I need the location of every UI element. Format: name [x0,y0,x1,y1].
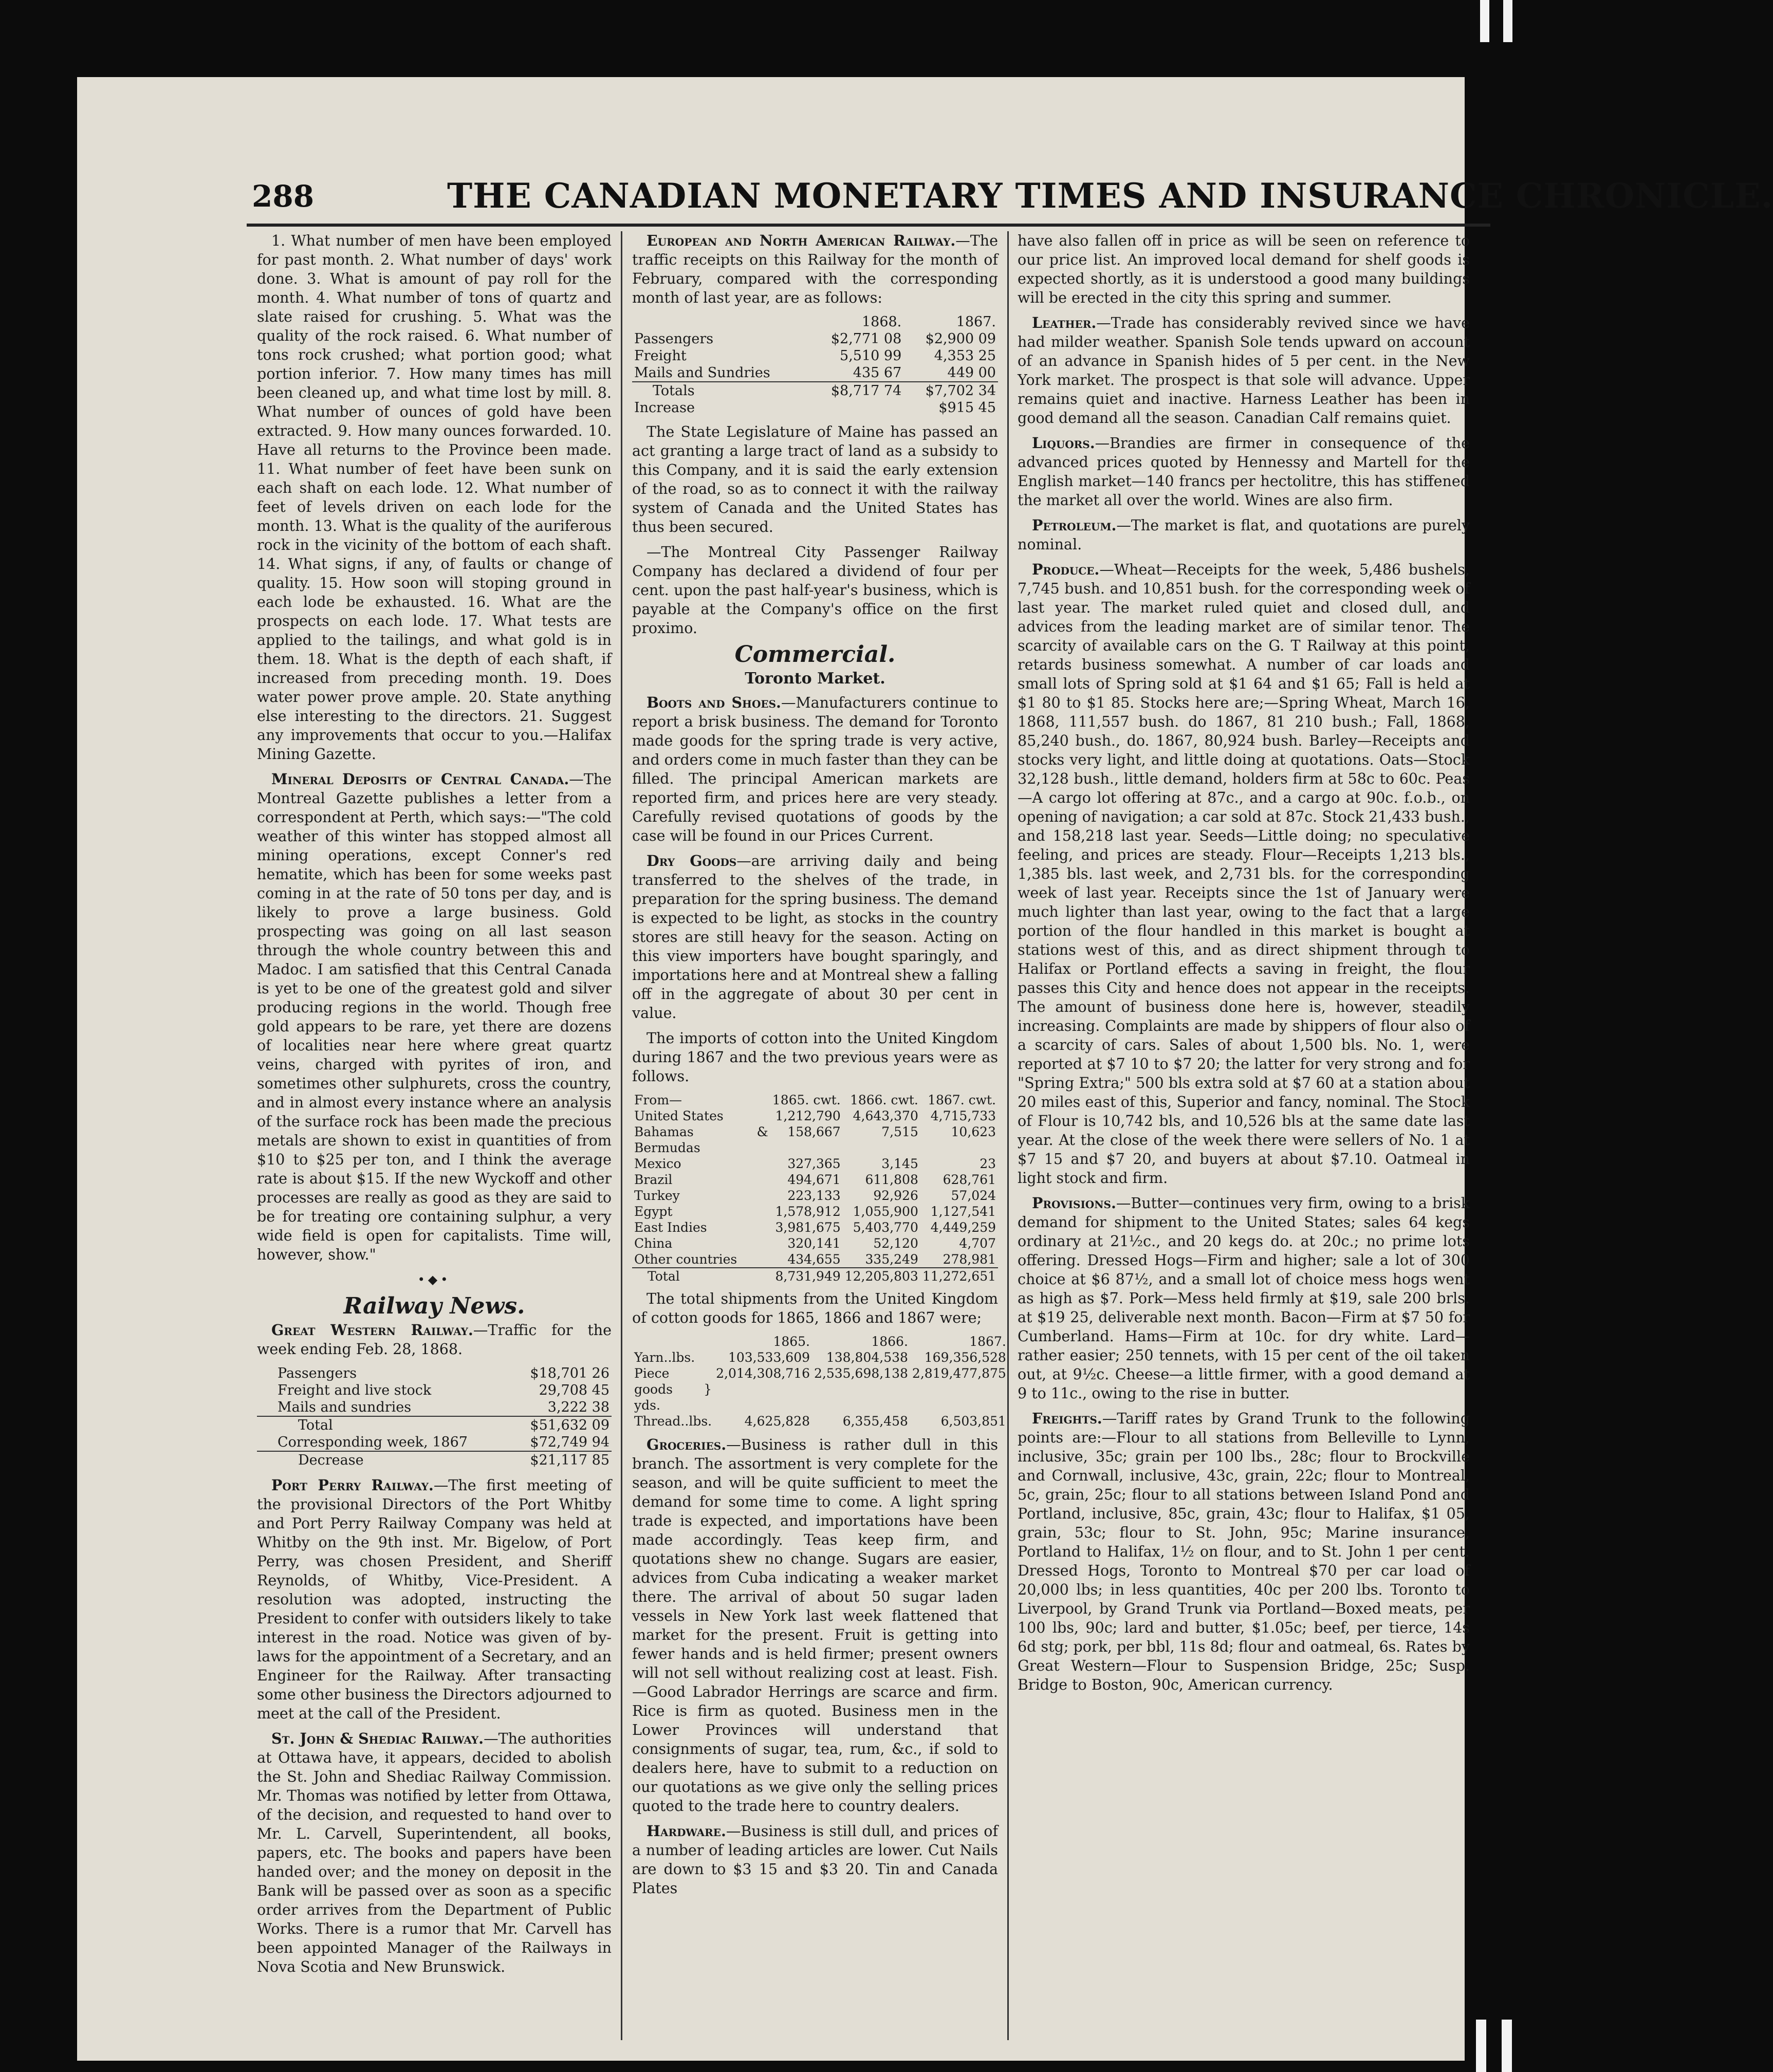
table-cell: 3,981,675 [775,1220,841,1235]
table-cell: 1867. cwt. [928,1093,996,1107]
ornament-divider: •◆• [417,1272,451,1287]
st-john-shediac-lead: St. John & Shediac Railway. [271,1730,484,1747]
hardware-continued: have also fallen off in price as will be seen on reference to our price list. An improved local demand for shelf goods is expected shortly, as it is understood a good many buildings will be erected in the city this spring and summer. [1018,232,1470,306]
table-row [632,1156,998,1172]
table-cell: 435 67 [853,365,902,381]
leather-text: —Trade has considerably revived since we have had milder weather. Spanish Sole tends upward on account of an advance in Spanish hides of 5 per cent. in the New York market. The prospect is that sole will advance. Upper remains quiet and inactive. Harness Leather has been in good demand all the season. Canadian Calf remains quiet. [1018,314,1470,427]
table-row [632,1219,998,1235]
produce-article [1018,560,1470,1188]
table-cell: United States [634,1108,724,1123]
table-cell: 4,707 [959,1236,996,1251]
provisions-text: —Butter—continues very firm, owing to a brisk demand for shipment to the United States; sales 64 kegs ordinary at 21½c., and 20 kegs do. at 20c.; no prime lots offering. Dressed Hogs—Firm and higher; sale a lot of 300 choice at $6 87½, and a small lot of choice mess hogs went as high as $7. Pork—Mess held firmly at $19, sale 200 brls. at $19 25, deliverable next month. Bacon—Firm at $7 50 for Cumberland. Hams—Firm at 10c. for dry white. Lard—rather easier; 250 tennets, with 15 per cent of the oil taken out, at 9½c. Cheese—a little firmer, with a good demand at 9 to 11c., owing to the rise in butter. [1018,1195,1470,1402]
petroleum-article [1018,516,1470,554]
table-cell: 1868. [861,314,902,330]
table-cell: Decrease [257,1451,511,1469]
table-cell: 327,365 [787,1156,841,1171]
table-cell: 4,715,733 [930,1108,996,1123]
table-row [632,1235,998,1251]
table-cell: Total [632,1268,770,1284]
table-cell: Egypt [634,1204,673,1219]
table-cell: 278,981 [943,1252,996,1267]
table-cell: 11,272,651 [920,1268,998,1284]
table-cell: Passengers [634,331,714,347]
dry-goods-lead: Dry Goods [647,852,737,869]
newspaper-page [77,77,1773,2061]
table-row [632,382,998,399]
film-mark-bottom-2 [1502,2020,1512,2072]
petroleum-text: —The market is flat, and quotations are purely nominal. [1018,517,1470,553]
table-cell: 611,808 [865,1172,918,1187]
table-row [632,1092,998,1108]
table-cell: 29,708 45 [539,1382,610,1398]
table-cell: 138,804,538 [826,1350,908,1365]
table-cell: Turkey [634,1188,680,1203]
st-john-shediac-text: —The authorities at Ottawa have, it appears, decided to abolish the St. John and Shediac Railway Commission. Mr. Thomas was notified by letter from Ottawa, of the decision, and requested to hand over to Mr. L. Carvell, Superintendent, all books, papers, etc. The books and papers have been handed over; and the money on deposit in the Bank will be passed over as soon as a specific order arrives from the Department of Public Works. There is a rumor that Mr. Carvell has been appointed Manager of the Railways in Nova Scotia and New Brunswick. [257,1730,612,1975]
great-western-text: —Traffic for the week ending Feb. 28, 1868. [257,1322,612,1358]
table-cell: 335,249 [865,1252,918,1267]
table-cell: 5,510 99 [840,348,902,364]
table-cell: 3,222 38 [547,1399,610,1415]
mining-questions: 1. What number of men have been employed for past month. 2. What number of days' work done. 3. What is amount of pay roll for the month. 4. What number of tons of quartz and slate raised for crushing. 5. What was the quality of the rock raised. 6. What number of tons rock crushed; what portion good; what portion inferior. 7. How many times has mill been cleaned up, and what time lost by mill. 8. What number of ounces of gold have been extracted. 9. How many ounces forwarded. 10. Have all returns to the Province been made. 11. What number of feet have been sunk on each shaft on each lode. 12. What number of feet of levels driven on each lode for the month. 13. What is the quality of the auriferous rock in the vicinity of the bottom of each shaft. 14. What signs, if any, of faults or change of quality. 15. How soon will stoping ground in each lode be exhausted. 16. What are the prospects on each lode. 17. What tests are applied to the tailings, and what gold is in them. 18. What is the depth of each shaft, if increased from preceding month. 19. Does water power prove ample. 20. State anything else interesting to the directors. 21. Suggest any improvements that occur to you.—Halifax Mining Gazette. [257,232,612,763]
table-row [632,1268,998,1284]
table-cell: Mails and Sundries [634,365,770,381]
table-row [632,313,998,330]
table-row [632,364,998,382]
boots-shoes-text: —Manufacturers continue to report a brisk business. The demand for Toronto made goods for the spring trade is very active, and orders come in much faster than they can be filled. The principal American markets are reported firm, and prices here are very steady. Carefully revised quotations of goods by the case will be found in our Prices Current. [632,694,998,844]
mineral-deposits-lead: Mineral Deposits of Central Canada. [271,770,569,788]
table-row [257,1365,612,1382]
table-cell: Passengers [278,1365,357,1381]
table-cell: Piece goods } yds. [634,1366,712,1413]
mineral-deposits-article [257,770,612,1264]
table-row [257,1399,612,1416]
table-cell: 434,655 [787,1252,841,1267]
column-divider-2 [1007,231,1009,2040]
table-cell: $8,717 74 [809,382,904,399]
table-row [632,347,998,364]
table-row [632,1188,998,1204]
table-cell: 2,014,308,716 [716,1366,810,1381]
railway-news-heading: Railway News. [343,1293,525,1319]
table-cell: 1,578,912 [775,1204,841,1219]
table-cell: 1866. [871,1334,908,1349]
cotton-imports-intro: The imports of cotton into the United Kingdom during 1867 and the two previous years were as follows. [632,1030,998,1085]
european-north-american-article [632,231,998,307]
table-row [632,1334,1008,1349]
table-cell: Mexico [634,1156,681,1171]
table-cell: 3,145 [881,1156,918,1171]
montreal-passenger-paragraph: —The Montreal City Passenger Railway Company has declared a dividend of four per cent. upon the past half-year's business, which is payable at the Company's office on the first proximo. [632,544,998,637]
table-cell: $2,900 09 [925,331,996,347]
freights-article [1018,1409,1470,1694]
table-cell: Thread..lbs. [634,1414,712,1429]
port-perry-lead: Port Perry Railway. [271,1476,434,1494]
port-perry-article [257,1476,612,1723]
table-cell: From— [634,1093,682,1107]
table-cell: $51,632 09 [511,1416,612,1434]
hardware-article [632,1822,998,1898]
table-cell: 8,731,949 [770,1268,843,1284]
table-cell: 2,819,477,875 [912,1366,1006,1381]
great-western-article [257,1321,612,1359]
commercial-heading: Commercial. [734,641,896,668]
table-cell: $2,771 08 [830,331,902,347]
mineral-deposits-text: —The Montreal Gazette publishes a letter from a correspondent at Perth, which says:—"The cold weather of this winter has stopped almost all mining operations, except Conner's red hematite, which has been for some weeks past coming in at the rate of 50 tons per day, and is likely to prove a large business. Gold prospecting was going on all last season through the whole country between this and Madoc. I am satisfied that this Central Canada is yet to be one of the greatest gold and silver producing regions in the world. Though free gold appears to be rare, yet there are dozens of localities near here where great quartz veins, charged with pyrites of iron, and sometimes other sulphurets, cross the country, and in almost every instance where an analysis of the surface rock has been made the precious metals are shown to exist in quantities of from $10 to $25 per ton, and I think the average rate is about $15. If the new Wyckoff and other processes are really as good as they are said to be for treating ore containing sulphur, a very wide field is open for capitalists. Time will, however, show." [257,771,612,1263]
maine-legislature-paragraph: The State Legislature of Maine has passed an act granting a large tract of land as a subsidy to this Company, and it is said the early extension of the road, so as to connect it with the railway system of Canada and the United States has thus been secured. [632,423,998,535]
table-cell [632,313,809,330]
table-cell: 1,055,900 [853,1204,918,1219]
table-cell: $915 45 [938,400,996,416]
ena-traffic-table [632,313,998,416]
table-cell: 1867. [969,1334,1006,1349]
table-cell: Bahamas & Bermudas [634,1124,768,1155]
hardware-text: —Business is still dull, and prices of a number of leading articles are lower. Cut Nails are down to $3 15 and $3 20. Tin and Canada Plates [632,1823,998,1897]
table-row [632,1349,1008,1365]
table-cell: 1867. [956,314,996,330]
liquors-lead: Liquors. [1032,434,1095,452]
column-3 [1018,231,1470,2040]
table-cell [809,399,904,416]
port-perry-text: —The first meeting of the provisional Directors of the Port Whitby and Port Perry Railway Company was held at Whitby on the 9th inst. Mr. Bigelow, of Port Perry, was chosen President, and Sheriff Reynolds, of Whitby, Vice-President. A resolution was adopted, instructing the President to confer with outsiders likely to take interest in the road. Notice was given of by-laws for the appointment of a Secretary, and an Engineer for the Railway. After transacting some other business the Directors adjourned to meet at the call of the President. [257,1477,612,1722]
header-rule [247,224,1490,227]
table-row [257,1451,612,1469]
table-row [632,399,998,416]
boots-shoes-lead: Boots and Shoes. [647,694,781,711]
petroleum-lead: Petroleum. [1032,516,1117,534]
table-cell: 4,625,828 [744,1414,810,1429]
table-cell: 1,127,541 [930,1204,996,1219]
st-john-shediac-article [257,1729,612,1976]
dry-goods-text: —are arriving daily and being transferred to the shelves of the trade, in preparation for the spring business. The demand is expected to be light, as stocks in the country stores are still heavy for the season. Acting on this view importers have bought sparingly, and importations here and at Montreal shew a falling off in the aggregate of about 30 per cent in value. [632,853,999,1022]
provisions-lead: Provisions. [1032,1194,1116,1212]
film-mark-bottom-1 [1476,2020,1486,2072]
table-cell: Brazil [634,1172,673,1187]
european-north-american-lead: European and North American Railway. [647,232,956,249]
table-cell: 103,533,609 [728,1350,810,1365]
groceries-lead: Groceries. [647,1436,727,1453]
cotton-shipments-intro: The total shipments from the United Kingdom of cotton goods for 1865, 1866 and 1867 were; [632,1290,998,1326]
cotton-shipments-table [632,1334,1008,1429]
table-cell: 23 [980,1156,996,1171]
table-cell: 10,623 [951,1124,996,1139]
table-row [632,1413,1008,1429]
table-row [632,1172,998,1188]
table-cell: 52,120 [873,1236,918,1251]
table-cell: 5,403,770 [853,1220,918,1235]
table-cell: 320,141 [787,1236,841,1251]
european-north-american-text: —The traffic receipts on this Railway for the month of February, compared with the corresponding month of last year, are as follows: [632,232,998,306]
leather-lead: Leather. [1032,314,1097,331]
table-cell: 2,535,698,138 [814,1366,908,1381]
table-cell: China [634,1236,673,1251]
produce-lead: Produce. [1032,561,1100,578]
dry-goods-article [632,852,998,1023]
cotton-imports-table [632,1092,998,1284]
table-cell: 12,205,803 [843,1268,920,1284]
liquors-text: —Brandies are firmer in consequence of the advanced prices quoted by Hennessy and Martell for the English market—140 francs per hectolitre, this has stiffened the market all over the world. Wines are also firm. [1018,435,1470,509]
table-cell: 6,503,851 [940,1414,1006,1429]
table-cell: Total [257,1416,511,1434]
freights-text: —Tariff rates by Grand Trunk to the following points are:—Flour to all stations from Belleville to Lynn, inclusive, 35c; grain per 100 lbs., 28c; flour to Brockville and Cornwall, inclusive, 43c, grain, 22c; flour to Montreal, 5c, grain, 25c; flour to all stations between Island Pond and Portland, inclusive, 85c, grain, 43c; flour to Halifax, $1 05, grain, 53c; flour to St. John, 95c; Marine insurance, Portland to Halifax, 1½ on flour, and to St. John 1 per cent. Dressed Hogs, Toronto to Montreal $70 per car load of 20,000 lbs; in less quantities, 40c per 200 lbs. Toronto to Liverpool, by Grand Trunk via Portland—Boxed meats, per 100 lbs, 90c; lard and butter, $1.05c; beef, per tierce, 14s 6d stg; pork, per bbl, 11s 8d; flour and oatmeal, 6s. Rates by Great Western—Flour to Suspension Bridge, 25c; Susp. Bridge to Boston, 90c, American currency. [1018,1410,1470,1693]
table-cell: 1865. [773,1334,810,1349]
table-cell: Corresponding week, 1867 [278,1434,468,1450]
column-1 [257,231,612,2040]
liquors-article [1018,434,1470,510]
table-cell: Freight [634,348,687,364]
groceries-text: —Business is rather dull in this branch. The assortment is very complete for the season, and will be quite sufficient to meet the demand for some time to come. A light spring trade is expected, and importations have been made accordingly. Teas keep firm, and quotations shew no change. Sugars are easier, advices from Cuba indicating a weaker market there. The arrival of about 50 sugar laden vessels in New York last week flattened that market for the present. Fruit is getting into fewer hands and is held firmer; present owners will not sell without realizing cost at least. Fish.—Good Labrador Herrings are scarce and firm. Rice is firm as quoted. Business men in the Lower Provinces will understand that consignments of sugar, tea, rum, &c., if sold to dealers here, have to submit to a reduction on our quotations as we give only the selling prices quoted to the trade here to country dealers. [632,1436,998,1815]
table-cell: 1,212,790 [775,1108,841,1123]
table-row [257,1382,612,1399]
table-cell: 223,133 [787,1188,841,1203]
table-cell: 4,353 25 [934,348,996,364]
film-mark-top-2 [1503,0,1512,42]
table-cell: 7,515 [881,1124,918,1139]
table-cell: 1866. cwt. [849,1093,918,1107]
table-row [632,1124,998,1156]
table-cell: 449 00 [947,365,996,381]
table-cell: 57,024 [951,1188,996,1203]
table-cell: Freight and live stock [278,1382,432,1398]
table-cell: East Indies [634,1220,707,1235]
freights-lead: Freights. [1032,1410,1102,1427]
provisions-article [1018,1194,1470,1403]
table-row [632,330,998,347]
page-title: THE CANADIAN MONETARY TIMES AND INSURANCE CHRONICLE. [447,176,1773,216]
column-2 [632,231,1006,2040]
table-cell: 1865. cwt. [772,1093,841,1107]
table-cell: Other countries [634,1252,737,1267]
film-mark-top-1 [1480,0,1489,42]
table-cell [632,1334,714,1349]
toronto-market-heading: Toronto Market. [745,670,885,688]
table-row [257,1434,612,1451]
table-cell: 494,671 [787,1172,841,1187]
boots-shoes-article [632,693,998,845]
table-cell: Increase [634,400,695,416]
table-cell: 169,356,528 [924,1350,1006,1365]
great-western-traffic-table [257,1365,612,1469]
table-row [632,1108,998,1124]
table-row [632,1251,998,1268]
table-cell: 4,643,370 [853,1108,918,1123]
hardware-lead: Hardware. [647,1822,726,1840]
table-cell: Yarn..lbs. [634,1350,695,1365]
table-cell: 158,667 [787,1124,841,1139]
column-divider-1 [621,231,622,2040]
table-cell: 628,761 [943,1172,996,1187]
produce-text: —Wheat—Receipts for the week, 5,486 bushels, 7,745 bush. and 10,851 bush. for the corresponding week of last year. The market ruled quiet and closed dull, and advices from the leading market are of similar tenor. The scarcity of available cars on the G. T Railway at this point, retards business somewhat. A number of car loads and small lots of Spring sold at $1 64 and $1 65; Fall is held at $1 80 to $1 85. Stocks here are;—Spring Wheat, March 16, 1868, 111,557 bush. do 1867, 81 210 bush.; Fall, 1868, 85,240 bush., do. 1867, 80,924 bush. Barley—Receipts and stocks very light, and little doing at quotations. Oats—Stock 32,128 bush., little demand, holders firm at 58c to 60c. Peas—A cargo lot offering at 87c., and a cargo at 90c. f.o.b., on opening of navigation; a car sold at 87c. Stock 21,433 bush., and 158,218 last year. Seeds—Little doing; no speculative feeling, and prices are steady. Flour—Receipts 1,213 bls., 1,385 bls. last week, and 2,731 bls. for the corresponding week of last year. Receipts since the 1st of January were much lighter than last year, owing to the fact that a large portion of the flour handled in this market is bought at stations west of this, and as direct shipment through to Halifax or Portland effects a saving in freight, the flour passes this City and hence does not appear in the receipts. The amount of business done here is, however, steadily increasing. Complaints are made by shippers of flour also of a scarcity of cars. Sales of about 1,500 bls. No. 1, were reported at $7 10 to $7 20; the latter for very strong and for "Spring Extra;" 500 bls extra sold at $7 60 at a station about 20 miles east of this, Superior and fancy, nominal. The Stock of Flour is 10,742 bls, and 10,526 bls at the same date last year. At the close of the week there were sellers of No. 1 at $7 15 and $7 20, and buyers at about $7.10. Oatmeal in light stock and firm. [1018,561,1470,1187]
great-western-lead: Great Western Railway. [271,1321,473,1339]
table-cell: $72,749 94 [530,1434,610,1450]
table-cell: $7,702 34 [903,382,998,399]
table-cell: 6,355,458 [842,1414,908,1429]
table-cell: Totals [632,382,809,399]
table-cell: 92,926 [873,1188,918,1203]
table-cell: $18,701 26 [530,1365,610,1381]
table-cell: Mails and sundries [278,1399,412,1415]
table-row [257,1416,612,1434]
table-cell: $21,117 85 [511,1451,612,1469]
groceries-article [632,1435,998,1816]
table-row [632,1204,998,1219]
table-row [632,1365,1008,1413]
table-cell: 4,449,259 [930,1220,996,1235]
leather-article [1018,313,1470,428]
page-number: 288 [252,179,315,214]
